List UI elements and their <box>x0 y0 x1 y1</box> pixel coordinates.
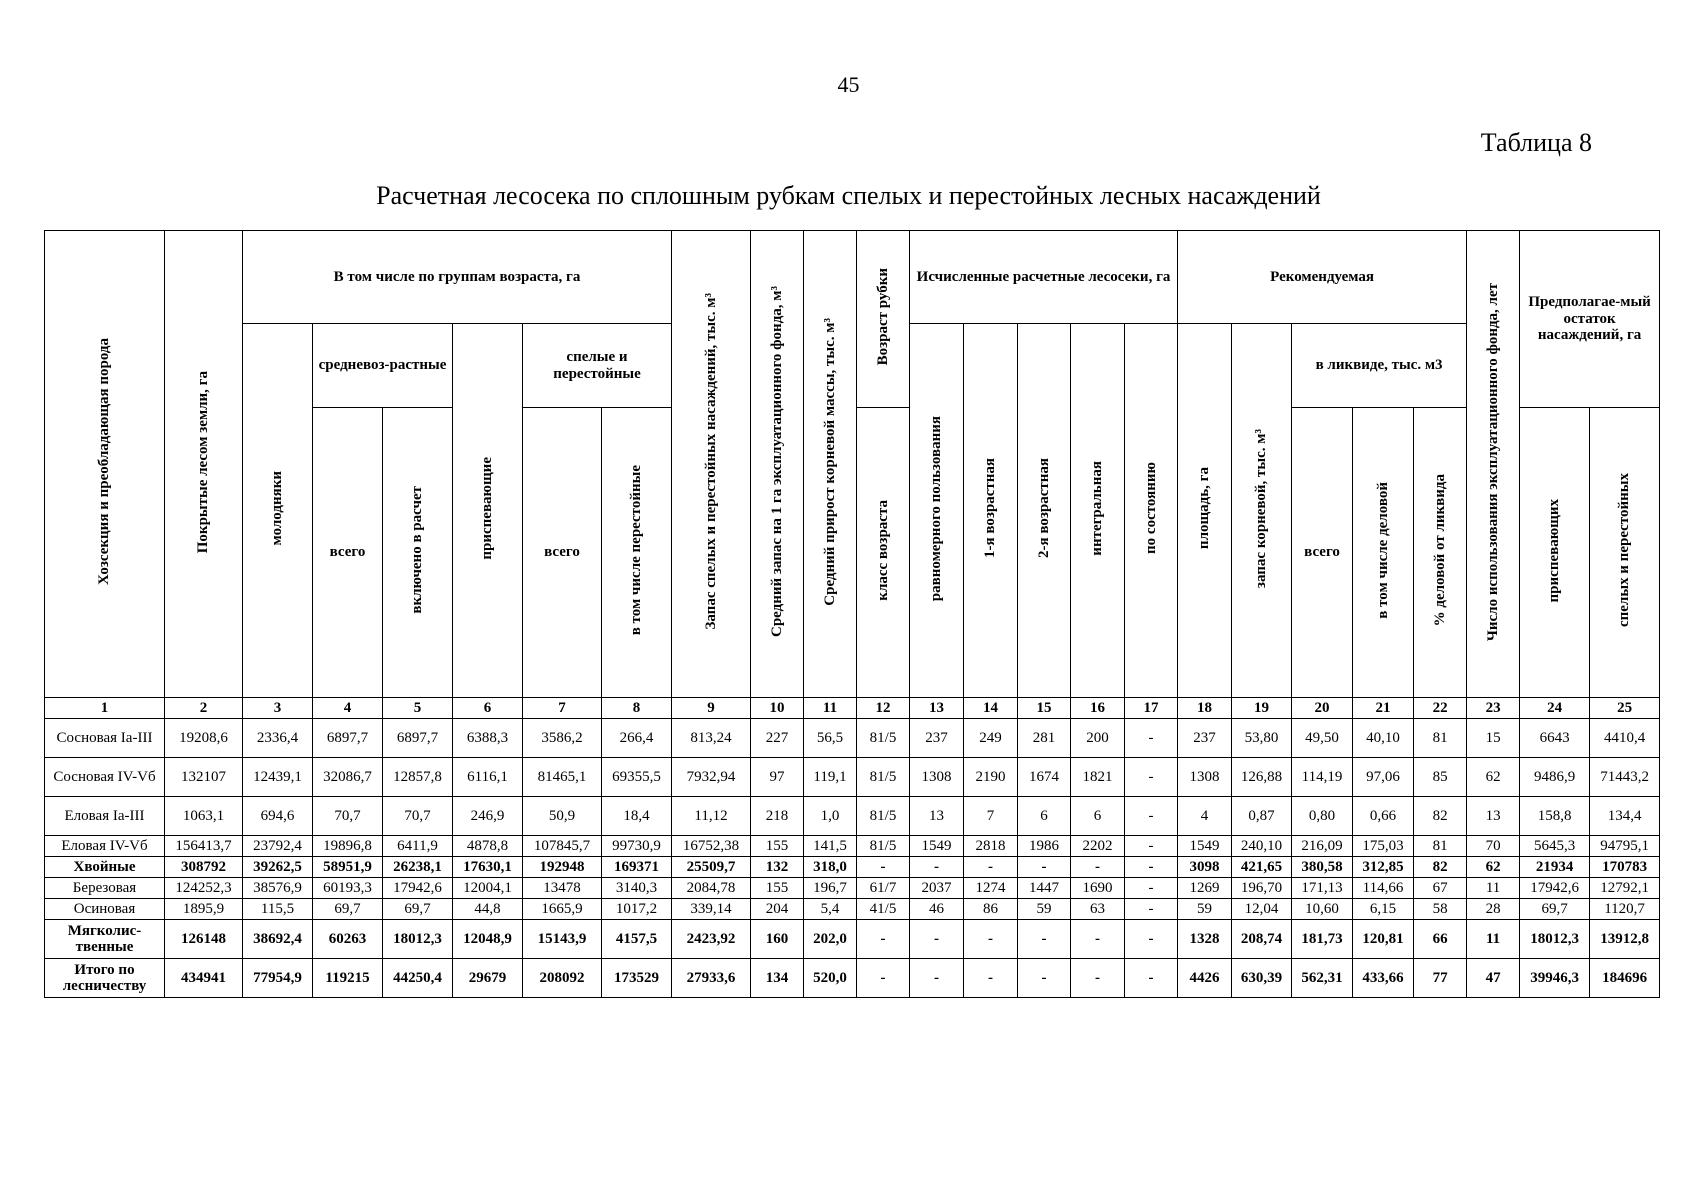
table-cell: 1120,7 <box>1590 899 1660 920</box>
row-label: Осиновая <box>45 899 165 920</box>
table-cell: 41/5 <box>857 899 910 920</box>
table-cell: 173529 <box>602 959 672 998</box>
row-label: Мягколис-твенные <box>45 920 165 959</box>
table-cell: 196,7 <box>804 878 857 899</box>
table-cell: 520,0 <box>804 959 857 998</box>
table-cell: 2084,78 <box>672 878 751 899</box>
column-number: 19 <box>1232 698 1292 719</box>
table-cell: 218 <box>751 797 804 836</box>
table-cell: 192948 <box>523 857 602 878</box>
table-cell: 60193,3 <box>313 878 383 899</box>
table-cell: 216,09 <box>1292 836 1353 857</box>
table-cell: 66 <box>1414 920 1467 959</box>
header-rem-mature: спелых и перестойных <box>1590 408 1660 698</box>
table-cell: 3098 <box>1178 857 1232 878</box>
table-cell: 15 <box>1467 719 1520 758</box>
column-number: 1 <box>45 698 165 719</box>
table-cell: 69355,5 <box>602 758 672 797</box>
table-cell: 1269 <box>1178 878 1232 899</box>
table-cell: 249 <box>964 719 1018 758</box>
table-cell: 19896,8 <box>313 836 383 857</box>
forest-cut-table <box>44 230 1660 998</box>
header-liquid-pct: % деловой от ликвида <box>1414 408 1467 698</box>
header-rem-maturing: приспевающих <box>1520 408 1590 698</box>
table-cell: - <box>1125 899 1178 920</box>
table-cell: 21934 <box>1520 857 1590 878</box>
table-cell: 339,14 <box>672 899 751 920</box>
table-cell: 196,70 <box>1232 878 1292 899</box>
table-cell: 12,04 <box>1232 899 1292 920</box>
header-area: площадь, га <box>1178 324 1232 698</box>
header-root-stock: запас корневой, тыс. м³ <box>1232 324 1292 698</box>
table-cell: 53,80 <box>1232 719 1292 758</box>
table-cell: 81 <box>1414 836 1467 857</box>
table-cell: 12004,1 <box>453 878 523 899</box>
table-cell: 29679 <box>453 959 523 998</box>
table-cell: 13 <box>1467 797 1520 836</box>
table-cell: - <box>1125 959 1178 998</box>
header-first-age: 1-я возрастная <box>964 324 1018 698</box>
header-section-species: Хозсекция и преобладающая порода <box>45 231 165 698</box>
table-cell: 4 <box>1178 797 1232 836</box>
table-cell: 69,7 <box>1520 899 1590 920</box>
header-mature-total: всего <box>523 408 602 698</box>
table-cell: 6 <box>1018 797 1071 836</box>
table-cell: 155 <box>751 836 804 857</box>
table-cell: 158,8 <box>1520 797 1590 836</box>
column-number: 18 <box>1178 698 1232 719</box>
table-cell: 107845,7 <box>523 836 602 857</box>
table-cell: 39946,3 <box>1520 959 1590 998</box>
table-cell: 81 <box>1414 719 1467 758</box>
table-cell: 49,50 <box>1292 719 1353 758</box>
column-number: 9 <box>672 698 751 719</box>
table-cell: 47 <box>1467 959 1520 998</box>
table-cell: - <box>1125 920 1178 959</box>
table-cell: 69,7 <box>313 899 383 920</box>
table-cell: 5645,3 <box>1520 836 1590 857</box>
header-maturing: приспевающие <box>453 324 523 698</box>
table-cell: 81/5 <box>857 758 910 797</box>
header-forest-area: Покрытые лесом земли, га <box>165 231 243 698</box>
column-number-row <box>45 698 1660 719</box>
table-cell: - <box>910 857 964 878</box>
table-cell: - <box>910 959 964 998</box>
header-middle: средневоз-растные <box>313 324 453 408</box>
table-cell: 1895,9 <box>165 899 243 920</box>
column-number: 5 <box>383 698 453 719</box>
table-cell: 12857,8 <box>383 758 453 797</box>
table-cell: 17630,1 <box>453 857 523 878</box>
table-cell: 82 <box>1414 857 1467 878</box>
table-cell: 32086,7 <box>313 758 383 797</box>
table-cell: - <box>964 959 1018 998</box>
table-cell: 208,74 <box>1232 920 1292 959</box>
table-cell: 62 <box>1467 857 1520 878</box>
table-cell: 70,7 <box>383 797 453 836</box>
table-cell: 6 <box>1071 797 1125 836</box>
table-cell: 6116,1 <box>453 758 523 797</box>
table-row <box>45 878 1660 899</box>
table-cell: - <box>1071 857 1125 878</box>
table-cell: 81/5 <box>857 719 910 758</box>
header-middle-included: включено в расчет <box>383 408 453 698</box>
table-cell: - <box>1018 959 1071 998</box>
table-cell: 1,0 <box>804 797 857 836</box>
table-cell: 4426 <box>1178 959 1232 998</box>
table-cell: 114,19 <box>1292 758 1353 797</box>
table-cell: 15143,9 <box>523 920 602 959</box>
column-number: 2 <box>165 698 243 719</box>
table-row <box>45 899 1660 920</box>
table-cell: 77 <box>1414 959 1467 998</box>
table-cell: - <box>1125 758 1178 797</box>
table-cell: 2190 <box>964 758 1018 797</box>
table-cell: 181,73 <box>1292 920 1353 959</box>
table-cell: 86 <box>964 899 1018 920</box>
table-cell: 208092 <box>523 959 602 998</box>
table-row <box>45 959 1660 998</box>
table-cell: 141,5 <box>804 836 857 857</box>
table-cell: 1017,2 <box>602 899 672 920</box>
table-cell: 38576,9 <box>243 878 313 899</box>
table-cell: 38692,4 <box>243 920 313 959</box>
table-cell: 6897,7 <box>313 719 383 758</box>
column-number: 10 <box>751 698 804 719</box>
table-cell: 28 <box>1467 899 1520 920</box>
column-number: 22 <box>1414 698 1467 719</box>
table-cell: 71443,2 <box>1590 758 1660 797</box>
table-cell: 2202 <box>1071 836 1125 857</box>
table-cell: 6,15 <box>1353 899 1414 920</box>
table-cell: - <box>1018 920 1071 959</box>
table-cell: 17942,6 <box>1520 878 1590 899</box>
table-cell: 312,85 <box>1353 857 1414 878</box>
table-cell: 44250,4 <box>383 959 453 998</box>
header-middle-total: всего <box>313 408 383 698</box>
table-cell: 12048,9 <box>453 920 523 959</box>
table-cell: 85 <box>1414 758 1467 797</box>
table-label: Таблица 8 <box>1480 128 1592 157</box>
header-mature-over: в том числе перестойные <box>602 408 672 698</box>
table-cell: 25509,7 <box>672 857 751 878</box>
table-cell: 1274 <box>964 878 1018 899</box>
column-number: 8 <box>602 698 672 719</box>
header-avg-stock: Средний запас на 1 га эксплуатационного фонда, м³ <box>751 231 804 698</box>
header-age-groups: В том числе по группам возраста, га <box>243 231 672 324</box>
column-number: 11 <box>804 698 857 719</box>
table-cell: 67 <box>1414 878 1467 899</box>
table-cell: - <box>857 920 910 959</box>
table-cell: 124252,3 <box>165 878 243 899</box>
table-cell: - <box>1018 857 1071 878</box>
table-cell: 433,66 <box>1353 959 1414 998</box>
table-cell: 171,13 <box>1292 878 1353 899</box>
column-number: 20 <box>1292 698 1353 719</box>
table-cell: 160 <box>751 920 804 959</box>
column-number: 16 <box>1071 698 1125 719</box>
table-cell: 3586,2 <box>523 719 602 758</box>
table-cell: 63 <box>1071 899 1125 920</box>
table-cell: 1549 <box>910 836 964 857</box>
table-cell: - <box>857 959 910 998</box>
table-cell: 26238,1 <box>383 857 453 878</box>
table-cell: 1308 <box>1178 758 1232 797</box>
table-cell: 204 <box>751 899 804 920</box>
table-cell: 81/5 <box>857 797 910 836</box>
table-cell: 9486,9 <box>1520 758 1590 797</box>
table-cell: 1665,9 <box>523 899 602 920</box>
table-cell: 3140,3 <box>602 878 672 899</box>
column-number: 23 <box>1467 698 1520 719</box>
table-cell: 0,87 <box>1232 797 1292 836</box>
table-cell: 266,4 <box>602 719 672 758</box>
table-cell: 11 <box>1467 878 1520 899</box>
table-cell: 70 <box>1467 836 1520 857</box>
table-cell: 175,03 <box>1353 836 1414 857</box>
row-label: Сосновая Ia-III <box>45 719 165 758</box>
table-cell: 126,88 <box>1232 758 1292 797</box>
table-cell: 281 <box>1018 719 1071 758</box>
header-calc-cut: Исчисленные расчетные лесосеки, га <box>910 231 1178 324</box>
table-cell: 70,7 <box>313 797 383 836</box>
table-cell: 132 <box>751 857 804 878</box>
column-number: 17 <box>1125 698 1178 719</box>
table-cell: 18012,3 <box>1520 920 1590 959</box>
table-cell: 1549 <box>1178 836 1232 857</box>
table-cell: 11 <box>1467 920 1520 959</box>
table-cell: 156413,7 <box>165 836 243 857</box>
column-number: 25 <box>1590 698 1660 719</box>
table-cell: 694,6 <box>243 797 313 836</box>
table-cell: 1986 <box>1018 836 1071 857</box>
table-cell: 97 <box>751 758 804 797</box>
table-cell: 1674 <box>1018 758 1071 797</box>
table-cell: 39262,5 <box>243 857 313 878</box>
table-cell: 44,8 <box>453 899 523 920</box>
table-cell: 434941 <box>165 959 243 998</box>
table-cell: - <box>1125 836 1178 857</box>
table-cell: 2818 <box>964 836 1018 857</box>
table-cell: 11,12 <box>672 797 751 836</box>
table-cell: 227 <box>751 719 804 758</box>
table-body <box>45 719 1660 998</box>
table-cell: 119,1 <box>804 758 857 797</box>
header-cut-age: Возраст рубки <box>857 231 910 408</box>
table-cell: 421,65 <box>1232 857 1292 878</box>
column-number: 3 <box>243 698 313 719</box>
column-number: 13 <box>910 698 964 719</box>
column-number: 14 <box>964 698 1018 719</box>
table-cell: - <box>1125 878 1178 899</box>
table-cell: 237 <box>1178 719 1232 758</box>
table-cell: 380,58 <box>1292 857 1353 878</box>
table-cell: 23792,4 <box>243 836 313 857</box>
table-cell: 813,24 <box>672 719 751 758</box>
table-cell: 237 <box>910 719 964 758</box>
header-age-class: класс возраста <box>857 408 910 698</box>
header-liquid: в ликвиде, тыс. м3 <box>1292 324 1467 408</box>
table-cell: 13912,8 <box>1590 920 1660 959</box>
table-cell: 2037 <box>910 878 964 899</box>
table-cell: 308792 <box>165 857 243 878</box>
table-cell: 1447 <box>1018 878 1071 899</box>
table-cell: - <box>857 857 910 878</box>
table-row <box>45 758 1660 797</box>
header-recommended: Рекомендуемая <box>1178 231 1467 324</box>
row-label: Березовая <box>45 878 165 899</box>
table-cell: 6897,7 <box>383 719 453 758</box>
table-cell: 82 <box>1414 797 1467 836</box>
table-cell: - <box>964 920 1018 959</box>
table-row <box>45 920 1660 959</box>
table-cell: 4157,5 <box>602 920 672 959</box>
column-number: 4 <box>313 698 383 719</box>
table-cell: 59 <box>1178 899 1232 920</box>
table-cell: 61/7 <box>857 878 910 899</box>
table-cell: - <box>1125 797 1178 836</box>
table-cell: 134 <box>751 959 804 998</box>
column-number: 21 <box>1353 698 1414 719</box>
table-cell: 27933,6 <box>672 959 751 998</box>
table-cell: - <box>1125 857 1178 878</box>
column-number: 15 <box>1018 698 1071 719</box>
table-cell: 77954,9 <box>243 959 313 998</box>
table-cell: 134,4 <box>1590 797 1660 836</box>
table-cell: 16752,38 <box>672 836 751 857</box>
table-cell: 170783 <box>1590 857 1660 878</box>
table-cell: 17942,6 <box>383 878 453 899</box>
header-liquid-total: всего <box>1292 408 1353 698</box>
table-cell: 0,66 <box>1353 797 1414 836</box>
column-number: 24 <box>1520 698 1590 719</box>
table-cell: 562,31 <box>1292 959 1353 998</box>
header-second-age: 2-я возрастная <box>1018 324 1071 698</box>
table-cell: 12792,1 <box>1590 878 1660 899</box>
table-cell: 1063,1 <box>165 797 243 836</box>
table-cell: 6411,9 <box>383 836 453 857</box>
header-mature: спелые и перестойные <box>523 324 672 408</box>
table-cell: 56,5 <box>804 719 857 758</box>
table-cell: 18,4 <box>602 797 672 836</box>
table-cell: - <box>964 857 1018 878</box>
table-cell: 97,06 <box>1353 758 1414 797</box>
table-cell: 81/5 <box>857 836 910 857</box>
header-stock: Запас спелых и перестойных насаждений, тыс. м³ <box>672 231 751 698</box>
table-cell: 58 <box>1414 899 1467 920</box>
table-cell: - <box>1125 719 1178 758</box>
table-cell: 46 <box>910 899 964 920</box>
table-cell: 120,81 <box>1353 920 1414 959</box>
table-cell: 13478 <box>523 878 602 899</box>
header-years: Число использования эксплуатационного фонда, лет <box>1467 231 1520 698</box>
table-cell: 184696 <box>1590 959 1660 998</box>
document-title: Расчетная лесосека по сплошным рубкам спелых и перестойных лесных насаждений <box>376 181 1321 210</box>
row-label: Итого по лесничеству <box>45 959 165 998</box>
table-cell: 115,5 <box>243 899 313 920</box>
table-cell: 50,9 <box>523 797 602 836</box>
table-cell: 59 <box>1018 899 1071 920</box>
header-young: молодняки <box>243 324 313 698</box>
table-cell: 132107 <box>165 758 243 797</box>
table-cell: 1328 <box>1178 920 1232 959</box>
table-cell: 81465,1 <box>523 758 602 797</box>
table-cell: 126148 <box>165 920 243 959</box>
table-row <box>45 797 1660 836</box>
table-cell: 246,9 <box>453 797 523 836</box>
table-cell: 200 <box>1071 719 1125 758</box>
table-cell: 4410,4 <box>1590 719 1660 758</box>
table-cell: 114,66 <box>1353 878 1414 899</box>
table-cell: 94795,1 <box>1590 836 1660 857</box>
table-cell: 7932,94 <box>672 758 751 797</box>
table-cell: 6388,3 <box>453 719 523 758</box>
header-remainder: Предполагае-мый остаток насаждений, га <box>1520 231 1660 408</box>
table-cell: 119215 <box>313 959 383 998</box>
table-row <box>45 719 1660 758</box>
column-number: 6 <box>453 698 523 719</box>
column-number: 12 <box>857 698 910 719</box>
table-cell: 18012,3 <box>383 920 453 959</box>
table-cell: 630,39 <box>1232 959 1292 998</box>
table-cell: - <box>910 920 964 959</box>
table-cell: 0,80 <box>1292 797 1353 836</box>
table-cell: 4878,8 <box>453 836 523 857</box>
table-cell: 318,0 <box>804 857 857 878</box>
table-cell: 155 <box>751 878 804 899</box>
table-cell: - <box>1071 920 1125 959</box>
row-label: Сосновая IV-Vб <box>45 758 165 797</box>
table-cell: 2336,4 <box>243 719 313 758</box>
table-cell: 19208,6 <box>165 719 243 758</box>
table-cell: 240,10 <box>1232 836 1292 857</box>
table-cell: 12439,1 <box>243 758 313 797</box>
header-by-state: по состоянию <box>1125 324 1178 698</box>
table-cell: 13 <box>910 797 964 836</box>
table-cell: 69,7 <box>383 899 453 920</box>
table-cell: 7 <box>964 797 1018 836</box>
table-cell: - <box>1071 959 1125 998</box>
table-cell: 1308 <box>910 758 964 797</box>
table-cell: 62 <box>1467 758 1520 797</box>
table-cell: 6643 <box>1520 719 1590 758</box>
column-number: 7 <box>523 698 602 719</box>
table-cell: 60263 <box>313 920 383 959</box>
table-row <box>45 836 1660 857</box>
header-avg-growth: Средний прирост корневой массы, тыс. м³ <box>804 231 857 698</box>
table-cell: 99730,9 <box>602 836 672 857</box>
table-cell: 5,4 <box>804 899 857 920</box>
row-label: Хвойные <box>45 857 165 878</box>
table-cell: 40,10 <box>1353 719 1414 758</box>
row-label: Еловая IV-Vб <box>45 836 165 857</box>
table-cell: 169371 <box>602 857 672 878</box>
page-number: 45 <box>837 72 860 97</box>
table-row <box>45 857 1660 878</box>
header-integral: интегральная <box>1071 324 1125 698</box>
table-cell: 1821 <box>1071 758 1125 797</box>
table-cell: 2423,92 <box>672 920 751 959</box>
table-cell: 10,60 <box>1292 899 1353 920</box>
table-cell: 202,0 <box>804 920 857 959</box>
header-uniform: равномерного пользования <box>910 324 964 698</box>
table-cell: 58951,9 <box>313 857 383 878</box>
table-cell: 1690 <box>1071 878 1125 899</box>
row-label: Еловая Ia-III <box>45 797 165 836</box>
header-liquid-business: в том числе деловой <box>1353 408 1414 698</box>
